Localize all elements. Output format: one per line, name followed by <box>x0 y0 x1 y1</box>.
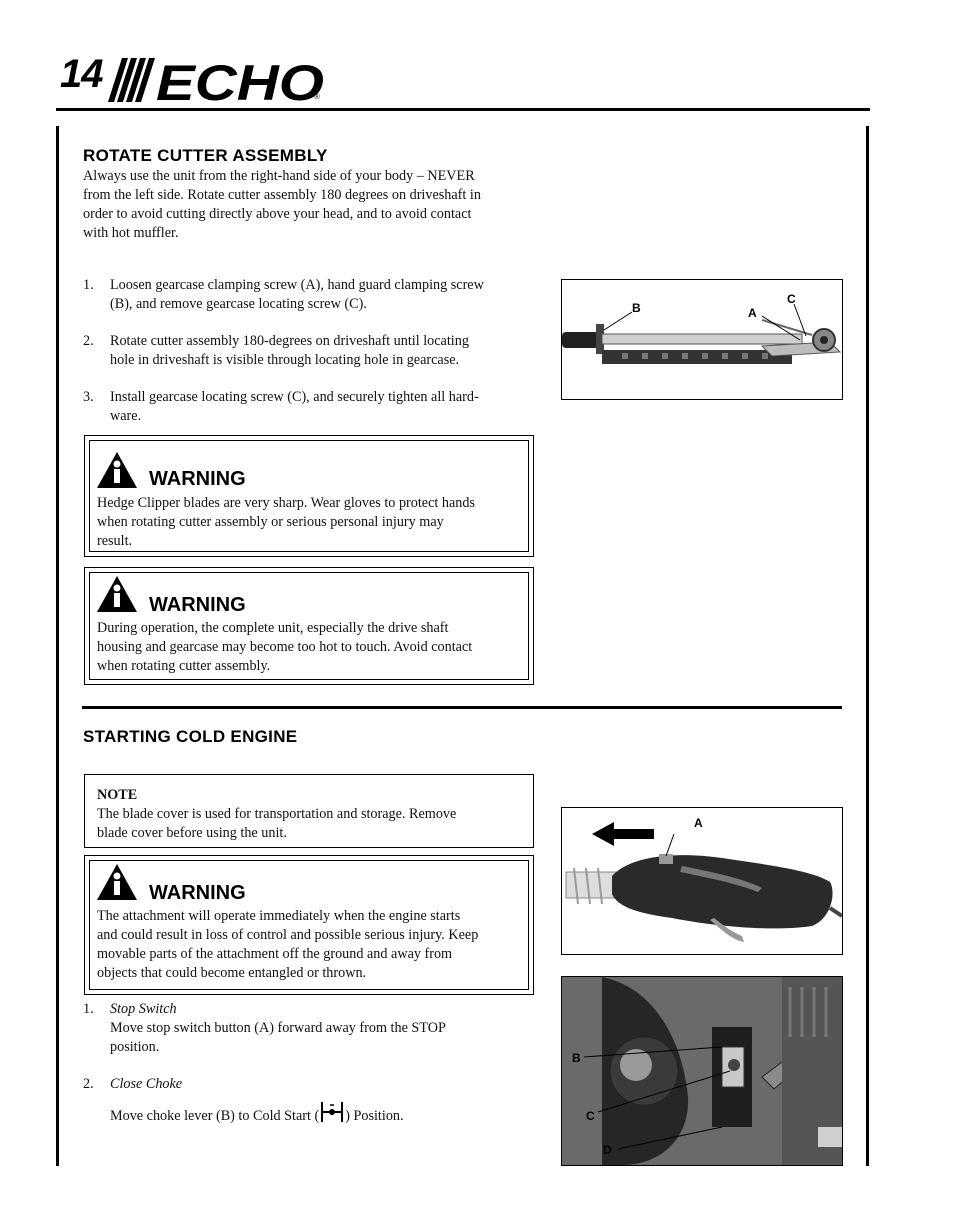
warning-text <box>97 494 527 551</box>
starting-step-2 <box>83 1075 533 1125</box>
choke-text-before: Move choke lever (B) to Cold Start ( <box>110 1108 320 1124</box>
choke-text-after: ) Position. <box>345 1108 404 1124</box>
warning-line: when rotating cutter assembly or serious personal injury may <box>97 514 444 530</box>
figure3-label-c: C <box>586 1109 595 1123</box>
warning-line: movable parts of the attachment off the ground and away from <box>97 946 453 962</box>
starting-heading: STARTING COLD ENGINE <box>83 727 298 746</box>
note-line: blade cover before using the unit. <box>97 825 287 841</box>
left-margin-rule <box>56 126 59 1166</box>
warning-box-attachment <box>84 855 534 995</box>
intro-line: with hot muffler. <box>83 225 179 241</box>
page-number: 14 <box>60 52 103 96</box>
header-rule <box>56 108 870 111</box>
figure3-label-b: B <box>572 1051 581 1065</box>
warning-title: WARNING <box>149 882 246 904</box>
warning-person-icon <box>96 863 138 901</box>
figure1-label-c: C <box>787 292 796 306</box>
step-line: ware. <box>110 408 142 424</box>
intro-line: order to avoid cutting directly above your head, and to avoid contact <box>83 206 472 222</box>
intro-line: from the left side. Rotate cutter assembly 180 degrees on driveshaft in <box>83 187 481 203</box>
warning-box-blades <box>84 435 534 557</box>
warning-person-icon <box>96 451 138 489</box>
warning-line: result. <box>97 533 133 549</box>
warning-title: WARNING <box>149 594 246 616</box>
step-title: Close Choke <box>110 1076 183 1092</box>
step-number: 2. <box>83 1076 94 1092</box>
registered-mark: ® <box>314 92 320 101</box>
echo-logo <box>108 56 328 104</box>
rotate-step-2 <box>83 332 533 372</box>
note-text <box>97 805 527 843</box>
warning-line: The attachment will operate immediately when the engine starts <box>97 908 461 924</box>
note-line: The blade cover is used for transportation and storage. Remove <box>97 806 457 822</box>
rotate-step-1 <box>83 276 533 316</box>
intro-line: Always use the unit from the right-hand side of your body – NEVER <box>83 168 475 184</box>
warning-line: and could result in loss of control and possible serious injury. Keep <box>97 927 479 943</box>
starting-step-1 <box>83 1000 533 1060</box>
step-title: Stop Switch <box>110 1001 177 1017</box>
step-number: 1. <box>83 1001 94 1017</box>
warning-title: WARNING <box>149 468 246 490</box>
figure1-label-b: B <box>632 301 641 315</box>
warning-box-hot <box>84 567 534 685</box>
rotate-step-3 <box>83 388 533 428</box>
rotate-heading: ROTATE CUTTER ASSEMBLY <box>83 146 328 165</box>
engine-figure <box>561 976 843 1166</box>
warning-text <box>97 619 527 676</box>
step-line: Loosen gearcase clamping screw (A), hand guard clamping screw <box>110 277 484 293</box>
figure3-label-d: D <box>603 1143 612 1157</box>
warning-line: During operation, the complete unit, especially the drive shaft <box>97 620 449 636</box>
section-divider <box>82 706 842 709</box>
step-line: Move stop switch button (A) forward away from the STOP <box>110 1020 446 1036</box>
warning-line: Hedge Clipper blades are very sharp. Wear gloves to protect hands <box>97 495 475 511</box>
step-number: 2. <box>83 333 94 349</box>
warning-text <box>97 907 529 983</box>
warning-line: objects that could become entangled or thrown. <box>97 965 367 981</box>
hedge-clipper-drawing <box>562 280 842 399</box>
note-box <box>84 774 534 848</box>
step-line: Rotate cutter assembly 180-degrees on driveshaft until locating <box>110 333 469 349</box>
step-number: 3. <box>83 389 94 405</box>
step-line: Install gearcase locating screw (C), and securely tighten all hard- <box>110 389 479 405</box>
rotate-intro <box>83 167 543 243</box>
handle-figure <box>561 807 843 955</box>
note-title: NOTE <box>97 787 138 803</box>
warning-line: when rotating cutter assembly. <box>97 658 271 674</box>
arrow-left-icon <box>592 822 654 846</box>
step-line <box>110 1101 404 1126</box>
engine-drawing <box>562 977 842 1165</box>
cold-start-choke-icon <box>319 1101 345 1123</box>
warning-line: housing and gearcase may become too hot to touch. Avoid contact <box>97 639 473 655</box>
hedge-clipper-figure <box>561 279 843 400</box>
step-line: hole in driveshaft is visible through locating hole in gearcase. <box>110 352 460 368</box>
figure2-label-a: A <box>694 816 703 830</box>
warning-person-icon <box>96 575 138 613</box>
right-margin-rule <box>866 126 869 1166</box>
step-number: 1. <box>83 277 94 293</box>
brand-text: ECHO <box>156 56 325 104</box>
step-line: (B), and remove gearcase locating screw (C). <box>110 296 367 312</box>
figure1-label-a: A <box>748 306 757 320</box>
step-line: position. <box>110 1039 160 1055</box>
